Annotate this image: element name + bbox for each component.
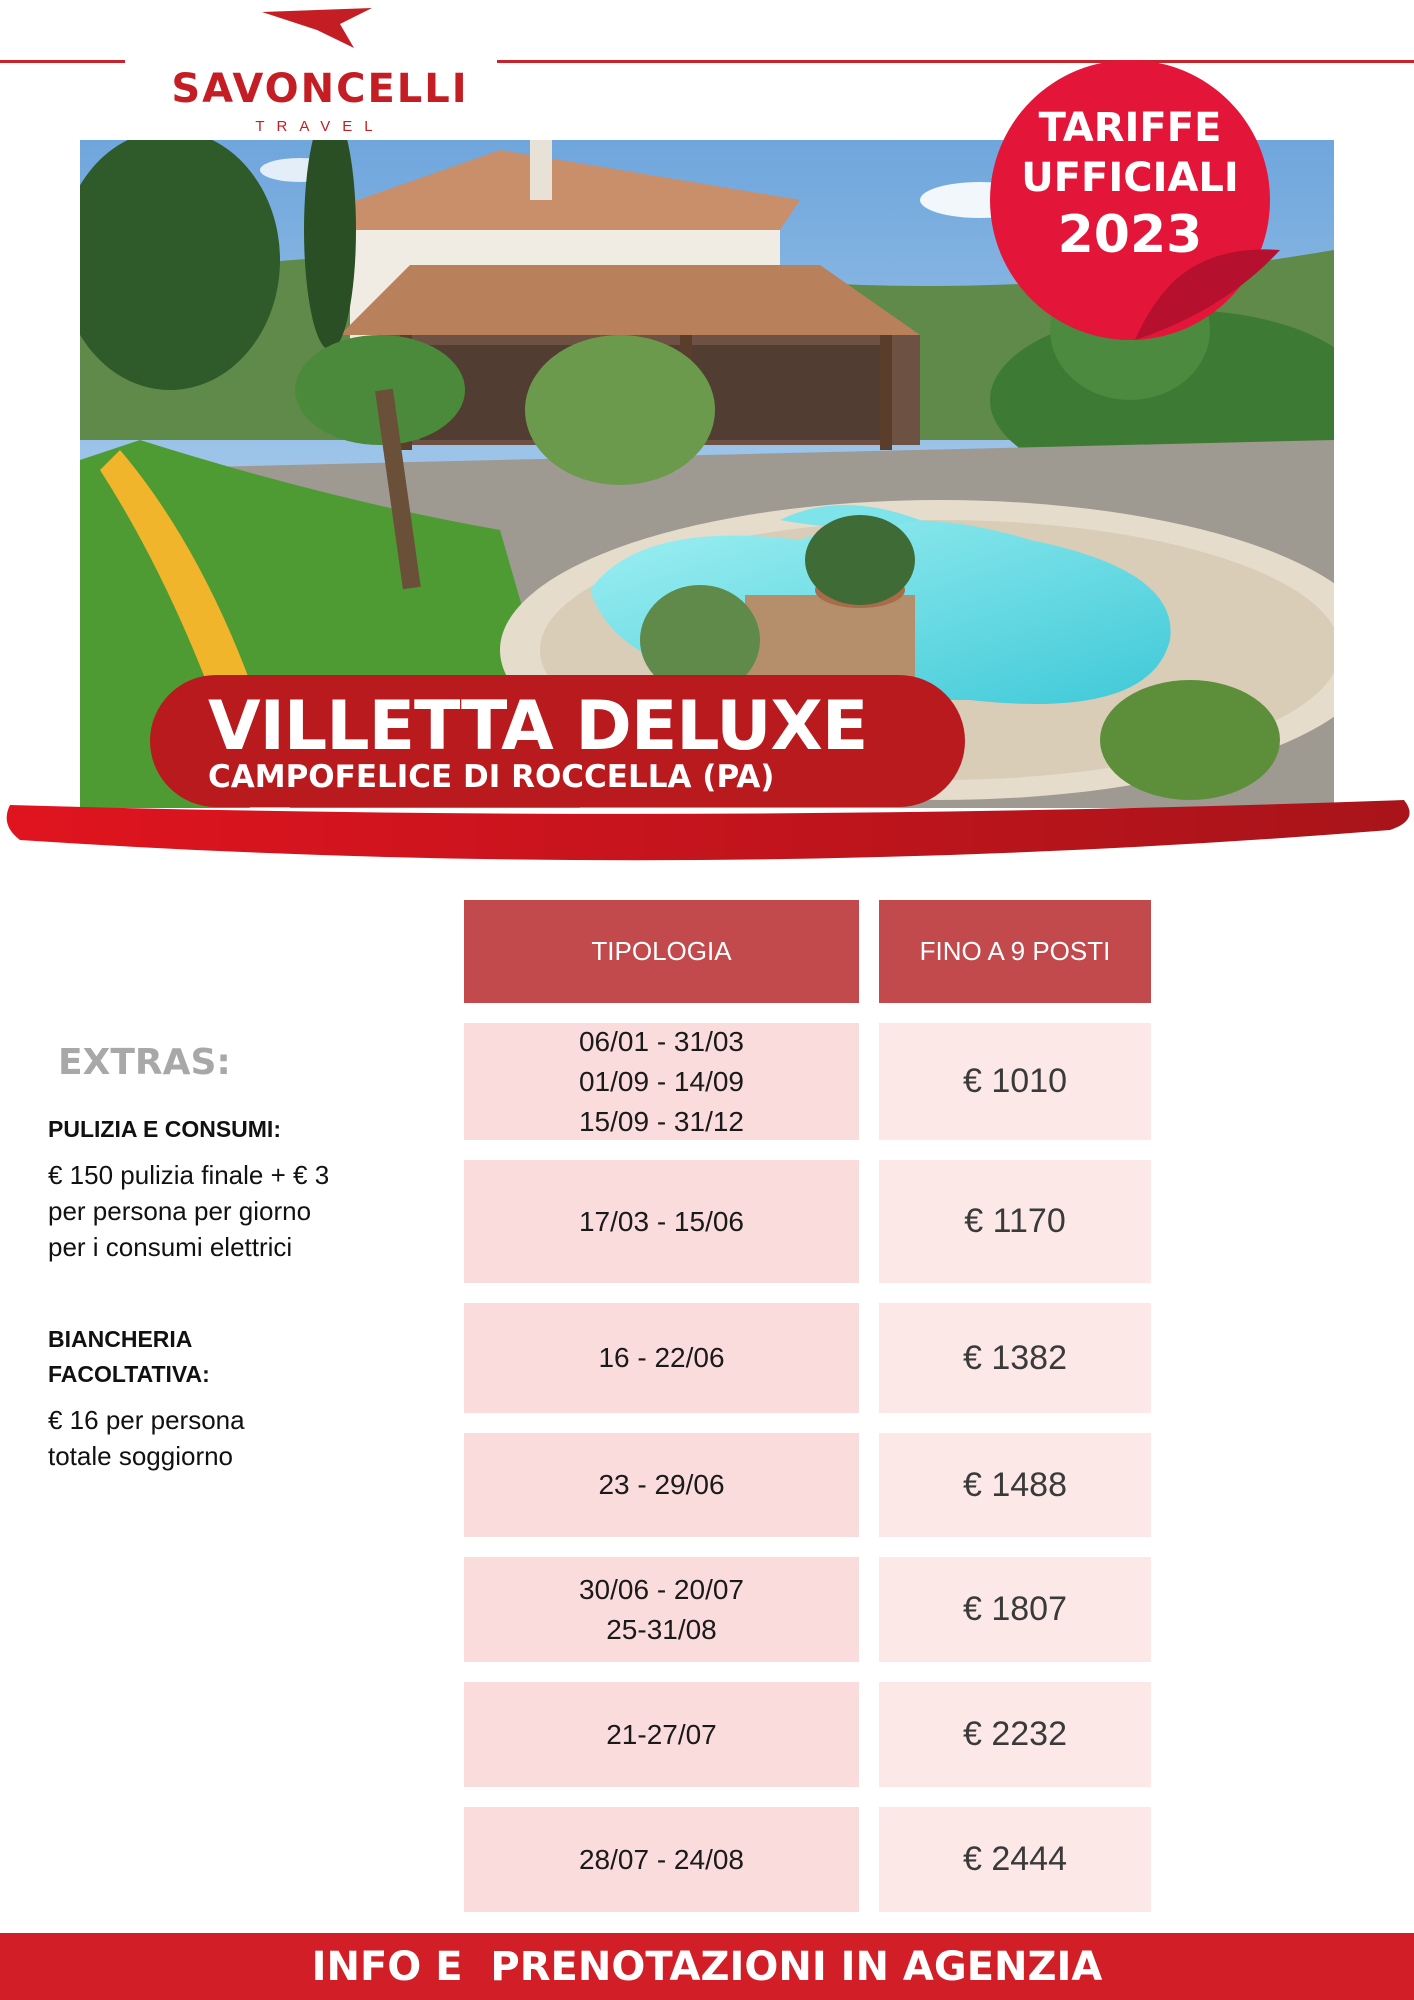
header-line-left [0, 60, 125, 63]
property-name: VILLETTA DELUXE [208, 687, 868, 766]
period-line: 17/03 - 15/06 [578, 1205, 745, 1237]
footer-banner [0, 1933, 1414, 2000]
period-line: 28/07 - 24/08 [578, 1843, 745, 1875]
period-line: 21-27/07 [606, 1718, 717, 1750]
period-cell-2 [464, 1160, 859, 1283]
brand-subtitle: TRAVEL [255, 118, 385, 135]
extras-title: EXTRAS: [58, 1042, 231, 1083]
red-swoosh-divider [0, 795, 1414, 875]
price-cell-2: € 1170 [879, 1160, 1151, 1283]
price-cell-4: € 1488 [879, 1433, 1151, 1537]
property-location: CAMPOFELICE DI ROCCELLA (PA) [208, 759, 775, 795]
period-cell-5 [464, 1557, 859, 1662]
price-cell-6: € 2232 [879, 1682, 1151, 1787]
header-fino-a-9-posti: FINO A 9 POSTI [879, 900, 1151, 1003]
logo-mark-icon [262, 8, 372, 50]
period-line: 01/09 - 14/09 [578, 1065, 745, 1097]
property-title-banner [150, 675, 965, 807]
price-cell-7: € 2444 [879, 1807, 1151, 1912]
period-line: 15/09 - 31/12 [578, 1105, 745, 1137]
header-tipologia: TIPOLOGIA [464, 900, 859, 1003]
official-rates-sticker [985, 60, 1290, 345]
period-cell-4 [464, 1433, 859, 1537]
period-line: 06/01 - 31/03 [578, 1025, 745, 1057]
brand-name: SAVONCELLI [171, 66, 469, 112]
extras-text-linen: € 16 per persona totale soggiorno [48, 1405, 245, 1471]
price-cell-3: € 1382 [879, 1303, 1151, 1413]
price-cell-5: € 1807 [879, 1557, 1151, 1662]
period-line: 25-31/08 [606, 1613, 717, 1645]
sticker-line-2: UFFICIALI [1021, 155, 1239, 201]
extras-heading-cleaning: PULIZIA E CONSUMI: [48, 1116, 281, 1142]
period-line: 23 - 29/06 [598, 1469, 725, 1500]
footer-text: INFO E PRENOTAZIONI IN AGENZIA [311, 1943, 1103, 1990]
period-cell-7 [464, 1807, 859, 1912]
sticker-year: 2023 [1057, 205, 1203, 265]
extras-heading-linen: BIANCHERIA FACOLTATIVA: [48, 1326, 210, 1387]
period-cell-1 [464, 1023, 859, 1140]
price-cell-1: € 1010 [879, 1023, 1151, 1140]
brand-logo [170, 8, 470, 133]
period-line: 16 - 22/06 [598, 1342, 725, 1373]
period-line: 30/06 - 20/07 [578, 1573, 745, 1605]
sticker-line-1: TARIFFE [1038, 105, 1222, 151]
period-cell-3 [464, 1303, 859, 1413]
period-cell-6 [464, 1682, 859, 1787]
extras-text-cleaning: € 150 pulizia finale + € 3 per persona per giorno per i consumi elettrici [48, 1160, 330, 1262]
